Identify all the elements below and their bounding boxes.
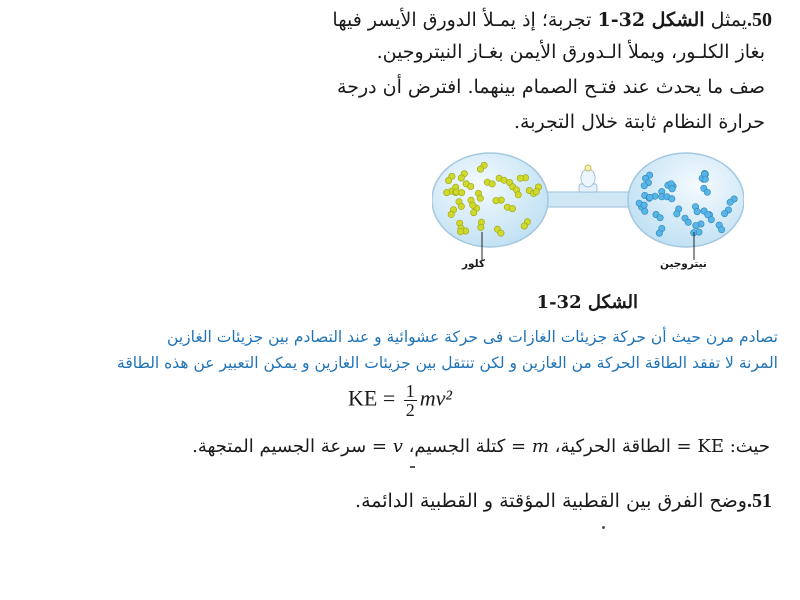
flask-figure (432, 152, 744, 280)
kinetic-energy-formula (0, 382, 800, 419)
question-50-line3: صف ما يحدث عند فتـح الصمام بينهما. افترض أن درجة (337, 76, 765, 98)
chlorine-molecule (517, 175, 529, 182)
question-number: 50. (747, 9, 772, 31)
symbol-m: m (531, 436, 549, 457)
question-50-line4: حرارة النظام ثابتة خلال التجربة. (514, 111, 765, 133)
nitrogen-molecule (668, 181, 675, 193)
chlorine-molecule (478, 219, 485, 231)
figure-caption: الشكل 32-1 (536, 292, 638, 313)
formula-fraction (404, 382, 417, 419)
vector-mark (410, 466, 415, 468)
formula-lhs: KE = (348, 385, 401, 411)
left-flask (432, 153, 548, 247)
valve-knob (585, 165, 591, 171)
question-number: 51. (747, 490, 772, 512)
fraction-denominator: 2 (405, 400, 415, 420)
chlorine-molecule (457, 228, 469, 235)
valve-stopcock (581, 169, 595, 187)
definition-v: = سرعة الجسيم المتجهة. (192, 436, 393, 457)
question-text: وضح الفرق بين القطبية المؤقتة و القطبية الدائمة. (355, 490, 747, 512)
question-51 (12, 486, 772, 516)
question-text: تجربة؛ إذ يمـلأ الدورق الأيسر فيها (332, 9, 598, 31)
stray-dot (602, 526, 605, 529)
definition-m: = كتلة الجسيم، (402, 436, 532, 457)
answer-line2: المرنة لا تفقد الطاقة الحركة من الغازين و لكن تنتقل بين جزيئات الغازين و يمكن التعبير عن هذه الطاقة (117, 354, 778, 372)
figure-reference: الشكل 32-1 (597, 9, 705, 31)
formula-rhs: mv² (419, 385, 452, 411)
formula-definitions (10, 432, 770, 462)
chlorine-molecule (453, 189, 465, 196)
chlorine-molecule (493, 197, 505, 204)
nitrogen-label: نيتروجين (660, 258, 707, 270)
fraction-numerator: 1 (405, 381, 415, 401)
symbol-v: v (392, 436, 403, 457)
question-50-line2: بغاز الكلـور، ويملأ الـدورق الأيمن بغـاز النيتروجين. (376, 41, 765, 63)
nitrogen-molecule (691, 229, 703, 236)
definition-ke: حيث: KE = الطاقة الحركية، (548, 436, 770, 457)
question-50-line1 (12, 6, 772, 34)
chlorine-label: كلور (462, 258, 486, 270)
question-text: يمثل (704, 9, 747, 31)
nitrogen-molecule (702, 171, 709, 183)
answer-line1: تصادم مرن حيث أن حركة جزيئات الغازات فى حركة عشوائية و عند التصادم بين جزيئات الغازين (167, 328, 778, 346)
right-flask (628, 153, 744, 247)
